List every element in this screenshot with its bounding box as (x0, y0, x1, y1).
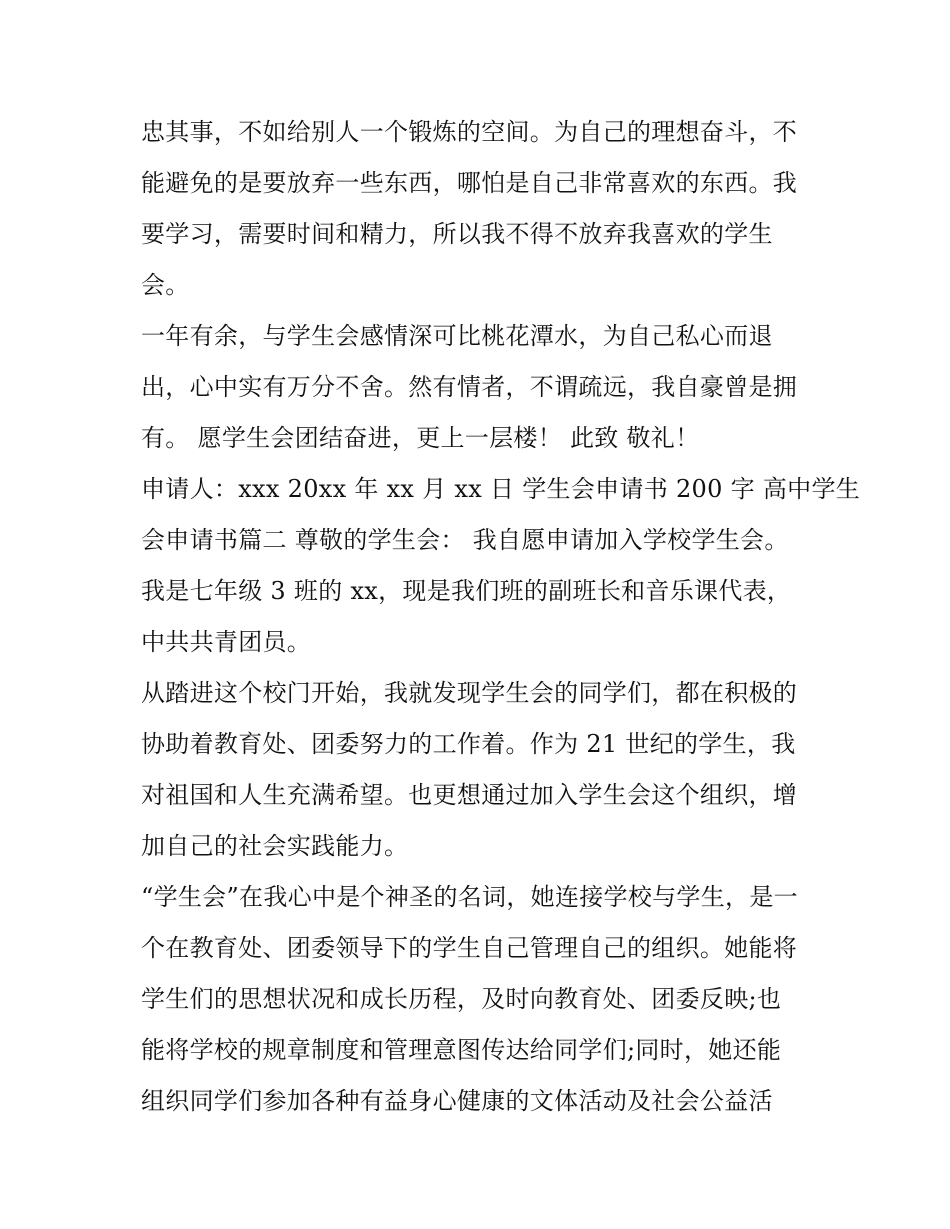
text-line: 我是七年级 3 班的 xx，现是我们班的副班长和音乐课代表， (141, 577, 792, 605)
text-line: 个在教育处、团委领导下的学生自己管理自己的组织。她能将 (141, 934, 798, 962)
text-line: 能将学校的规章制度和管理意图传达给同学们;同时，她还能 (141, 1036, 782, 1064)
text-line: 学生们的思想状况和成长历程，及时向教育处、团委反映;也 (141, 985, 782, 1013)
document-body (141, 107, 861, 1127)
text-line: 协助着教育处、团委努力的工作着。作为 21 世纪的学生，我 (141, 730, 796, 758)
text-line: 对祖国和人生充满希望。也更想通过加入学生会这个组织，增 (141, 781, 798, 809)
text-line: 申请人：xxx 20xx 年 xx 月 xx 日 学生会申请书 200 字 高中学生 (141, 475, 861, 503)
text-line: 会。 (141, 271, 190, 299)
text-line: 会申请书篇二 尊敬的学生会： 我自愿申请加入学校学生会。 (141, 526, 789, 554)
text-line: 有。 愿学生会团结奋进，更上一层楼！ 此致 敬礼！ (141, 424, 700, 452)
text-line: 组织同学们参加各种有益身心健康的文体活动及社会公益活 (141, 1087, 773, 1115)
text-line: 能避免的是要放弃一些东西，哪怕是自己非常喜欢的东西。我 (141, 169, 798, 197)
text-line: 中共共青团员。 (141, 628, 312, 656)
text-line: “学生会”在我心中是个神圣的名词，她连接学校与学生，是一 (141, 883, 798, 911)
text-line: 加自己的社会实践能力。 (141, 832, 409, 860)
text-line: 一年有余，与学生会感情深可比桃花潭水，为自己私心而退 (141, 322, 773, 350)
text-line: 从踏进这个校门开始，我就发现学生会的同学们，都在积极的 (141, 679, 798, 707)
text-line: 忠其事，不如给别人一个锻炼的空间。为自己的理想奋斗，不 (141, 118, 798, 146)
text-line: 要学习，需要时间和精力，所以我不得不放弃我喜欢的学生 (141, 220, 773, 248)
text-line: 出，心中实有万分不舍。然有情者，不谓疏远，我自豪曾是拥 (141, 373, 798, 401)
